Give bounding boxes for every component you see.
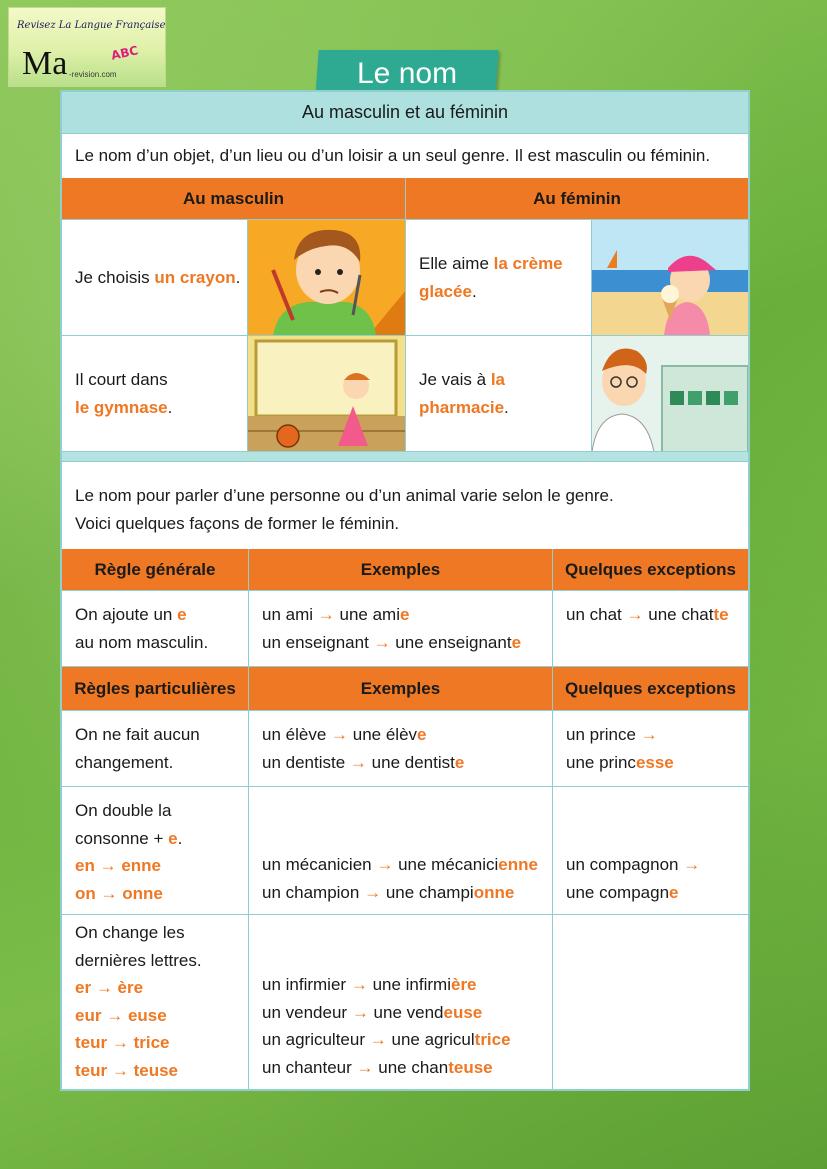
text-line [75,852,248,880]
text: le gymnase [75,397,168,417]
text: une chan [378,1057,449,1077]
text: un crayon [154,267,236,287]
text: trice [474,1030,511,1049]
arrow-icon: → [640,725,658,744]
text-line [75,601,248,629]
text: dernières lettres. [75,950,202,970]
text-line [75,394,247,422]
text: esse [635,752,674,772]
header-exceptions [553,549,748,590]
arrow-icon: → [111,1033,129,1052]
section-header [62,92,748,134]
text-line [75,1057,248,1085]
text: au nom masculin. [75,632,209,652]
text: un prince [566,725,636,744]
text-line [419,250,591,278]
text: Je choisis [75,267,155,287]
text: euse [127,1005,167,1025]
text: On ne fait aucun [75,725,200,744]
text: une infirmi [372,975,451,994]
rule-cell [62,711,249,786]
text: Quelques exceptions [565,678,736,698]
text: Règles particulières [74,678,236,698]
text: une princ [566,752,636,772]
text: une enseignant [395,632,512,652]
text: un chanteur [262,1057,352,1077]
rule-row [62,786,748,914]
rule-header-row [62,666,748,710]
text: un ami [262,605,314,624]
text: Je vais à [419,370,491,389]
text: une champi [385,882,474,902]
rule-cell [62,787,249,914]
text: Quelques exceptions [565,559,736,579]
header-specific-rules [62,667,249,710]
text: Au féminin [533,188,621,208]
arrow-icon: → [373,632,391,652]
text: on [75,883,96,903]
example-row [62,219,748,335]
text: eur [75,1005,102,1025]
examples-cell [249,787,553,914]
arrow-icon: → [369,1030,387,1049]
rule-header-row [62,549,748,590]
divider [62,451,748,461]
site-logo [8,7,166,87]
text-line [262,601,552,629]
girl-icecream-illustration [592,220,748,335]
text: Le nom d’un objet, d’un lieu ou d’un loisir a un seul genre. Il est masculin ou féminin. [75,145,711,165]
lesson-sheet [60,90,750,1091]
text-line [262,851,552,879]
text-line [419,278,591,306]
text: Au masculin [182,188,285,208]
text-line [262,1054,552,1082]
arrow-icon: → [317,605,335,624]
arrow-icon: → [106,1005,124,1025]
text: une agricul [391,1030,475,1049]
text-line [262,999,552,1027]
header-examples [249,549,553,590]
text-line [75,825,248,853]
text: . [167,397,173,417]
text: une élèv [352,725,418,744]
text: une vend [373,1002,444,1022]
text: e [177,605,187,624]
text: Au masculin et au féminin [301,102,509,122]
examples-cell [249,915,553,1089]
exceptions-cell [553,711,748,786]
arrow-icon: → [100,883,118,903]
exceptions-cell [553,787,748,914]
text: Le nom [356,57,458,90]
masculine-example [62,220,248,335]
arrow-icon: → [626,605,644,624]
text-line [262,721,552,749]
text: On double la [75,801,172,820]
rule-cell [62,591,249,666]
text: Exemples [360,559,441,579]
text: changement. [75,752,174,772]
text: un chat [566,605,622,624]
text: glacée [419,281,472,301]
text: onne [122,883,163,903]
example-row [62,335,748,451]
feminine-example [406,336,592,451]
text-line [419,394,591,422]
arrow-icon: → [683,855,701,874]
text: e [417,725,427,744]
logo-name: Ma [22,45,68,82]
text: te [713,605,729,624]
text-line [75,1029,248,1057]
text: ère [450,975,477,994]
text-line [262,1026,552,1054]
text-line [262,879,552,907]
text: trice [133,1033,170,1052]
arrow-icon: → [356,1057,374,1077]
text: e [168,828,178,848]
text: une chat [648,605,714,624]
arrow-icon: → [349,752,367,772]
text: . [177,828,183,848]
text: une compagn [566,882,670,902]
exceptions-cell [553,591,748,666]
logo-accent: ABC [109,43,140,63]
text: Voici quelques façons de former le féminin. [75,513,400,533]
gender-header-row [62,178,748,219]
rule-row [62,914,748,1089]
gym-illustration [248,336,406,451]
text: un champion [262,882,360,902]
text-line [566,879,748,907]
text: . [471,281,477,301]
text: e [454,752,465,772]
text: un dentiste [262,752,346,772]
text-line [262,749,552,777]
text-line [566,721,748,749]
text: er [75,978,92,997]
text: e [511,632,522,652]
text: On ajoute un [75,605,178,624]
arrow-icon: → [95,978,113,997]
text: un infirmier [262,975,347,994]
logo-tagline: Revisez La Langue Française [17,20,166,31]
text: On change les [75,923,185,942]
text: une ami [339,605,400,624]
text-line [262,971,552,999]
text: teuse [448,1057,493,1077]
text: un agriculteur [262,1030,366,1049]
text-line [566,749,748,777]
arrow-icon: → [111,1060,129,1080]
text: un compagnon [566,855,679,874]
intro-text-2 [62,461,748,549]
text: enne [498,855,538,874]
text: consonne + [75,828,169,848]
text: Exemples [360,678,441,698]
header-masculine [62,178,406,219]
text-line [419,366,591,394]
text: onne [473,882,515,902]
text: teuse [133,1060,179,1080]
text: teur [75,1033,108,1052]
text: un enseignant [262,632,369,652]
examples-cell [249,711,553,786]
text: . [504,397,509,417]
text-line [75,974,248,1002]
rule-cell [62,915,249,1089]
header-general-rule [62,549,249,590]
text-line [75,264,247,292]
feminine-example [406,220,592,335]
text: la [490,370,505,389]
text: Le nom pour parler d’une personne ou d’un animal varie selon le genre. [75,486,614,505]
text: . [235,267,241,287]
text: la crème [493,254,563,273]
arrow-icon: → [331,725,349,744]
text: e [399,605,410,624]
text: e [669,882,679,902]
text: ère [117,978,144,997]
header-examples [249,667,553,710]
masculine-example [62,336,248,451]
text-line [566,601,748,629]
arrow-icon: → [99,856,117,875]
text-line [75,880,248,908]
arrow-icon: → [364,882,382,902]
text: Elle aime [419,254,494,273]
text: euse [443,1002,483,1022]
pharmacist-illustration [592,336,748,451]
exceptions-cell-empty [553,915,748,1089]
text: un vendeur [262,1002,348,1022]
header-feminine [406,178,748,219]
arrow-icon: → [351,1002,369,1022]
examples-cell [249,591,553,666]
text: Règle générale [94,559,216,579]
text: pharmacie [419,397,505,417]
boy-pencil-illustration [248,220,406,335]
logo-site: -revision.com [69,70,117,79]
text: un mécanicien [262,855,372,874]
text: teur [75,1060,108,1080]
text-line [566,851,748,879]
text: enne [121,856,161,875]
text-line [262,629,552,657]
text-line [75,1002,248,1030]
text: un élève [262,725,327,744]
text: en [75,856,95,875]
rule-row [62,710,748,786]
text: Il court dans [75,370,168,389]
text: une mécanici [398,855,499,874]
intro-text [62,134,748,177]
general-rule-row [62,590,748,666]
arrow-icon: → [350,975,368,994]
arrow-icon: → [376,855,394,874]
header-exceptions [553,667,748,710]
text: une dentist [371,752,455,772]
